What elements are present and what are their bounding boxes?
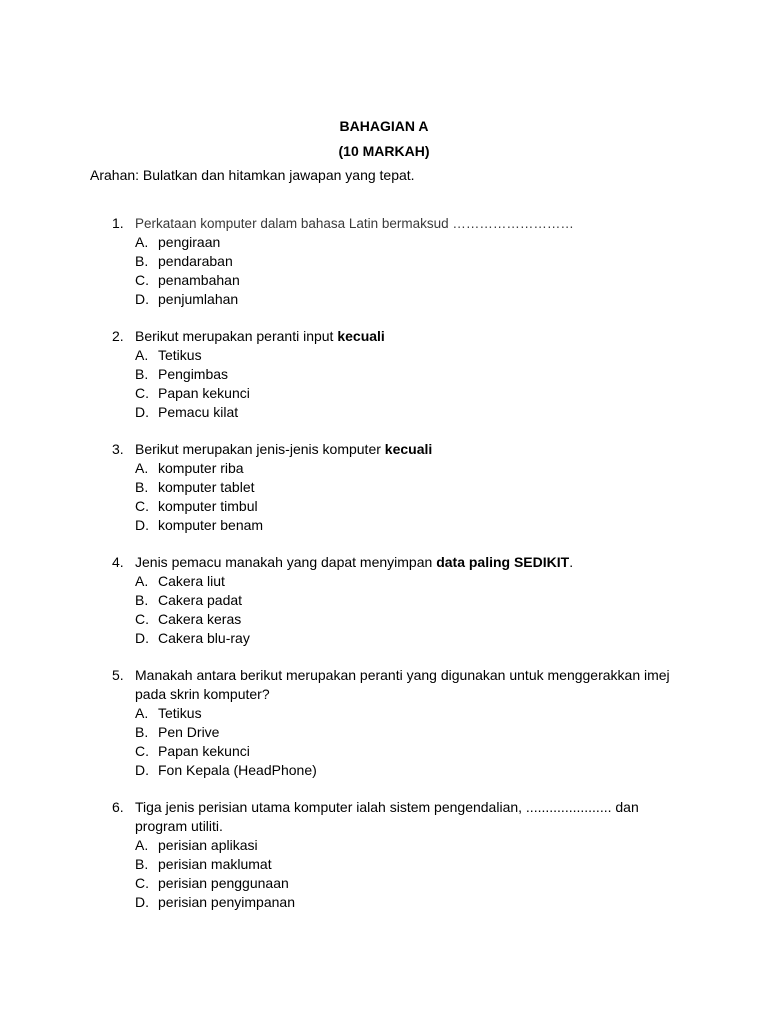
option-text: perisian aplikasi: [158, 837, 258, 853]
option-text: Fon Kepala (HeadPhone): [158, 762, 317, 778]
option-text: pendaraban: [158, 253, 233, 269]
question-2: [112, 327, 692, 422]
option-a[interactable]: [112, 346, 692, 365]
option-letter: B.: [135, 856, 149, 872]
option-text: Papan kekunci: [158, 743, 250, 759]
marks-label: (10 MARKAH): [338, 143, 430, 159]
question-4: [112, 553, 692, 648]
option-letter: D.: [135, 517, 149, 533]
option-letter: A.: [135, 234, 149, 250]
option-text: Pengimbas: [158, 366, 229, 382]
option-text: penjumlahan: [158, 291, 239, 307]
option-d[interactable]: [112, 761, 692, 780]
option-letter: D.: [135, 762, 149, 778]
option-b[interactable]: [112, 478, 692, 497]
option-letter: C.: [135, 385, 149, 401]
option-text: Pen Drive: [158, 724, 220, 740]
option-letter: D.: [135, 291, 149, 307]
option-letter: D.: [135, 404, 149, 420]
question-text: Perkataan komputer dalam bahasa Latin bermaksud ………………………: [135, 216, 574, 231]
option-list: [112, 836, 692, 912]
instruction-text: Arahan: Bulatkan dan hitamkan jawapan yang tepat.: [90, 167, 415, 183]
option-c[interactable]: [112, 874, 692, 893]
question-5: [112, 666, 692, 780]
option-c[interactable]: [112, 384, 692, 403]
option-d[interactable]: [112, 403, 692, 422]
option-text: komputer benam: [158, 517, 264, 533]
question-text: [135, 440, 692, 459]
option-letter: D.: [135, 630, 149, 646]
question-text: Manakah antara berikut merupakan peranti yang digunakan untuk menggerakkan imej pada skrin komputer?: [135, 667, 670, 702]
option-text: Pemacu kilat: [158, 404, 239, 420]
option-letter: D.: [135, 894, 149, 910]
option-b[interactable]: [112, 855, 692, 874]
option-b[interactable]: [112, 365, 692, 384]
option-text: Cakera padat: [158, 592, 243, 608]
question-number: 4.: [112, 554, 124, 570]
option-list: [112, 233, 692, 309]
option-d[interactable]: [112, 290, 692, 309]
option-text: Tetikus: [158, 705, 202, 721]
option-letter: A.: [135, 573, 149, 589]
question-number: 5.: [112, 667, 124, 683]
option-letter: B.: [135, 724, 149, 740]
option-d[interactable]: [112, 516, 692, 535]
option-text: Cakera keras: [158, 611, 242, 627]
option-c[interactable]: [112, 271, 692, 290]
option-c[interactable]: [112, 742, 692, 761]
option-letter: A.: [135, 460, 149, 476]
question-number: 1.: [112, 215, 124, 231]
question-emphasis: data paling SEDIKIT: [436, 554, 570, 570]
question-text: [135, 327, 692, 346]
option-list: [112, 572, 692, 648]
option-letter: C.: [135, 611, 149, 627]
option-letter: A.: [135, 705, 149, 721]
question-emphasis: kecuali: [337, 328, 385, 344]
option-c[interactable]: [112, 497, 692, 516]
option-b[interactable]: [112, 591, 692, 610]
option-a[interactable]: [112, 572, 692, 591]
option-b[interactable]: [112, 723, 692, 742]
option-text: pengiraan: [158, 234, 221, 250]
question-number: 6.: [112, 799, 124, 815]
option-c[interactable]: [112, 610, 692, 629]
option-letter: C.: [135, 272, 149, 288]
option-text: Cakera liut: [158, 573, 225, 589]
option-a[interactable]: [112, 459, 692, 478]
question-text: [135, 553, 692, 572]
option-a[interactable]: [112, 836, 692, 855]
question-stem: Berikut merupakan peranti input: [135, 328, 338, 344]
option-d[interactable]: [112, 893, 692, 912]
question-stem: Jenis pemacu manakah yang dapat menyimpan: [135, 554, 437, 570]
option-letter: A.: [135, 347, 149, 363]
option-text: Cakera blu-ray: [158, 630, 250, 646]
option-text: Tetikus: [158, 347, 202, 363]
question-text: Tiga jenis perisian utama komputer ialah sistem pengendalian, ...................... dan program utiliti.: [135, 799, 639, 834]
option-text: komputer timbul: [158, 498, 258, 514]
option-text: perisian penggunaan: [158, 875, 289, 891]
question-3: [112, 440, 692, 535]
question-emphasis: kecuali: [384, 441, 433, 457]
option-list: [112, 704, 692, 780]
option-letter: B.: [135, 592, 149, 608]
option-text: penambahan: [158, 272, 240, 288]
option-letter: A.: [135, 837, 149, 853]
question-number: 2.: [112, 328, 124, 344]
option-list: [112, 346, 692, 422]
question-6: [112, 798, 692, 912]
option-text: perisian penyimpanan: [158, 894, 295, 910]
option-letter: C.: [135, 743, 149, 759]
question-stem: Berikut merupakan jenis-jenis komputer: [135, 441, 385, 457]
option-letter: C.: [135, 875, 149, 891]
option-letter: C.: [135, 498, 149, 514]
option-letter: B.: [135, 253, 149, 269]
option-text: Papan kekunci: [158, 385, 250, 401]
option-b[interactable]: [112, 252, 692, 271]
section-title: BAHAGIAN A: [339, 118, 429, 134]
question-number: 3.: [112, 441, 124, 457]
option-a[interactable]: [112, 704, 692, 723]
option-d[interactable]: [112, 629, 692, 648]
option-text: perisian maklumat: [158, 856, 272, 872]
option-letter: B.: [135, 479, 149, 495]
option-letter: B.: [135, 366, 149, 382]
option-text: komputer riba: [158, 460, 244, 476]
option-list: [112, 459, 692, 535]
question-1: [112, 214, 692, 309]
option-a[interactable]: [112, 233, 692, 252]
option-text: komputer tablet: [158, 479, 255, 495]
question-suffix: .: [569, 554, 574, 570]
